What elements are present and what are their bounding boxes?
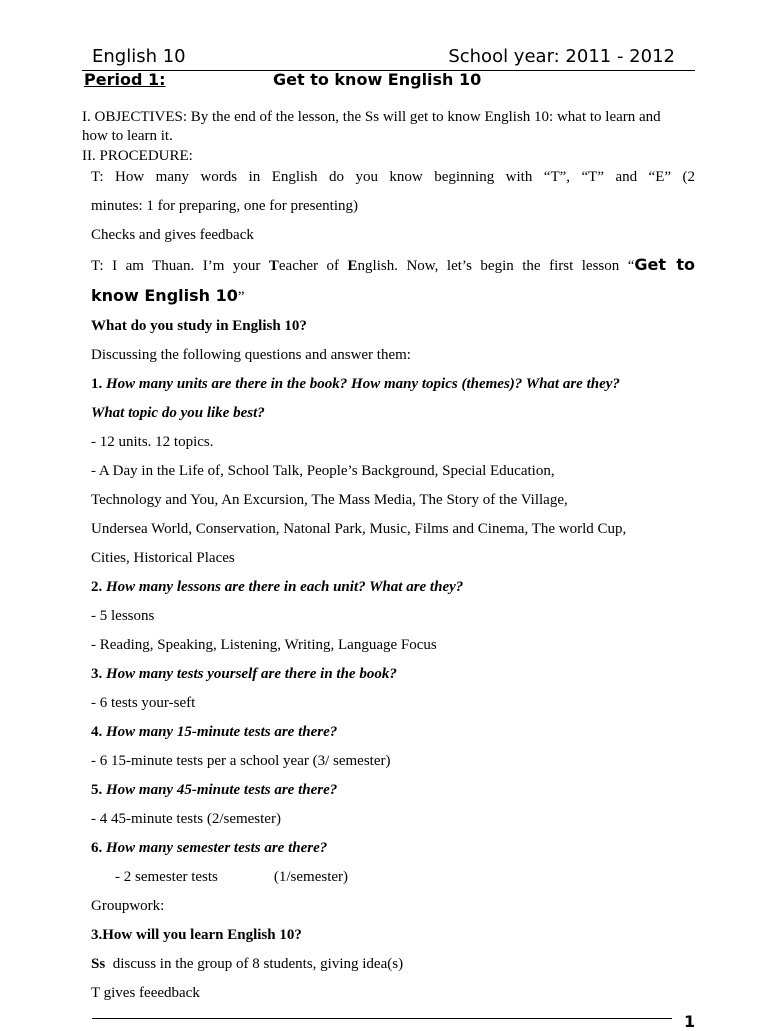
answer-5-1: - 4 45-minute tests (2/semester) [91,811,281,827]
question-4-num: 4. [91,724,103,740]
ss-text: discuss in the group of 8 students, giving idea(s) [105,956,404,972]
teacher-intro-t: T [268,258,279,274]
footer-divider [92,1018,672,1019]
t-question-line2: minutes: 1 for preparing, one for presenting) [91,198,359,214]
teacher-intro [91,250,695,281]
objectives-label: I. OBJECTIVES: [82,109,187,125]
answer-1-1: - 12 units. 12 topics. [91,434,214,450]
teacher-intro-a: T: I am Thuan. I’m your [91,258,269,274]
answer-4-1: - 6 15-minute tests per a school year (3/ semester) [91,753,391,769]
question-6-text: How many semester tests are there? [102,840,328,856]
ss-discuss [91,950,695,979]
question-6 [91,834,695,863]
lesson-name-a: Get to [634,255,696,274]
question-3 [91,660,695,689]
ss-label: Ss [91,956,106,972]
discuss-instruction: Discussing the following questions and answer them: [91,347,411,363]
question-3-num: 3. [91,666,103,682]
answer-1-3: Technology and You, An Excursion, The Mass Media, The Story of the Village, [91,492,568,508]
close-quote: ” [237,289,245,305]
groupwork-heading: 3.How will you learn English 10? [91,927,302,943]
t-question-line1: T: How many words in English do you know beginning with “T”, “T” and “E” (2 [91,169,695,185]
question-2-text: How many lessons are there in each unit? What are they? [102,579,464,595]
question-6-num: 6. [91,840,103,856]
question-5 [91,776,695,805]
question-3-text: How many tests yourself are there in the book? [102,666,397,682]
answer-3-1: - 6 tests your-seft [91,695,196,711]
teacher-intro-b: eacher of [278,258,348,274]
question-4 [91,718,695,747]
groupwork-label: Groupwork: [91,898,165,914]
lesson-name-b: know English 10 [91,286,238,305]
answer-1-4: Undersea World, Conservation, Natonal Park, Music, Films and Cinema, The world Cup, [91,521,627,537]
answer-1-5: Cities, Historical Places [91,550,235,566]
checks-feedback: Checks and gives feedback [91,227,254,243]
procedure-heading: II. PROCEDURE: [82,148,193,164]
lesson-title: Get to know English 10 [273,70,482,89]
teacher-intro-e: E [347,258,358,274]
header-subject: English 10 [92,46,186,67]
teacher-intro-c: nglish. Now, let’s begin the first lesson “ [357,258,635,274]
objectives-text: By the end of the lesson, the Ss will get to know English 10: what to learn and how to learn it. [82,109,661,144]
answer-6-1-b: (1/semester) [273,869,349,885]
study-heading: What do you study in English 10? [91,318,307,334]
header-school-year: School year: 2011 - 2012 [448,46,675,67]
question-5-num: 5. [91,782,103,798]
answer-2-1: - 5 lessons [91,608,155,624]
answer-2-2: - Reading, Speaking, Listening, Writing, Language Focus [91,637,437,653]
answer-1-2: - A Day in the Life of, School Talk, People’s Background, Special Education, [91,463,555,479]
answer-6-1 [91,863,695,892]
question-1-text: How many units are there in the book? How many topics (themes)? What are they? [102,376,620,392]
lesson-name-line [91,281,695,312]
period-label: Period 1: [84,70,166,89]
teacher-feedback: T gives feeedback [91,985,200,1001]
question-4-text: How many 15-minute tests are there? [102,724,338,740]
procedure-content [91,163,695,1008]
question-5-text: How many 45-minute tests are there? [102,782,338,798]
question-2-num: 2. [91,579,103,595]
question-2 [91,573,695,602]
page-header [82,44,695,71]
page-number: 1 [684,1012,696,1031]
question-1 [91,370,695,399]
question-1-text-line2: What topic do you like best? [91,405,265,421]
question-1-num: 1. [91,376,103,392]
answer-6-1-a: - 2 semester tests [115,869,218,885]
question-1-line2 [91,399,695,428]
objectives [82,108,682,146]
